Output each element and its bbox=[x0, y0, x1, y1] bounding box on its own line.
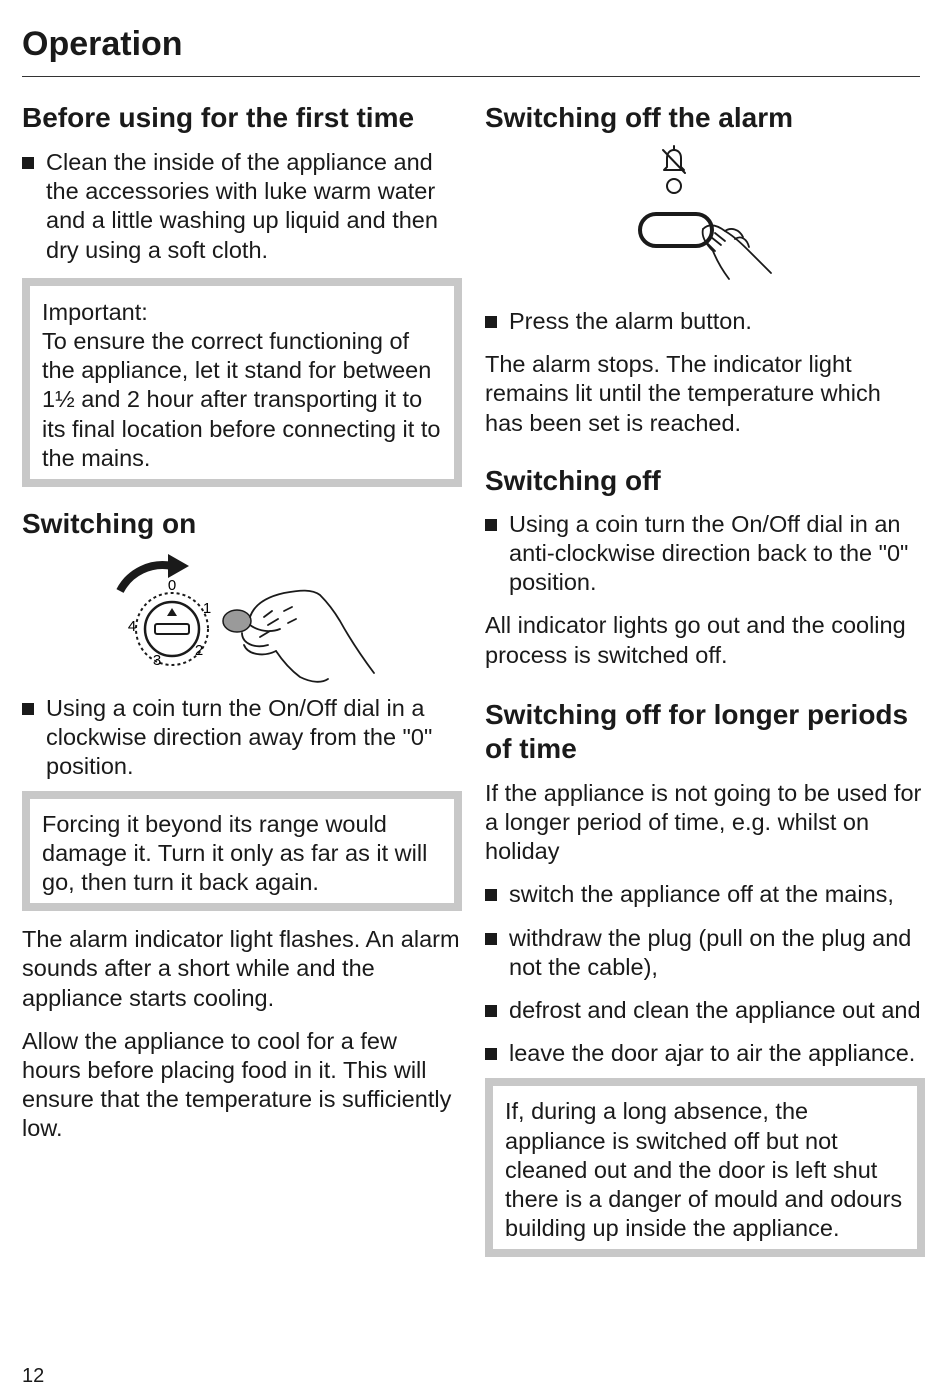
indicator-light-icon bbox=[667, 179, 681, 193]
cooling-paragraph: Allow the appliance to cool for a few hours before placing food in it. This will ensure that the temperature is sufficiently low. bbox=[22, 1027, 452, 1142]
dial-label-3: 3 bbox=[152, 652, 162, 670]
longer-intro-paragraph: If the appliance is not going to be used for a longer period of time, e.g. whilst on holiday bbox=[485, 779, 922, 865]
alarm-button-icon bbox=[640, 214, 712, 246]
dial-label-0: 0 bbox=[167, 577, 177, 595]
bullet-square-icon bbox=[22, 157, 34, 169]
section-heading-switching-off: Switching off bbox=[485, 464, 661, 496]
coin-icon bbox=[223, 610, 251, 632]
bullet-text: Press the alarm button. bbox=[509, 308, 752, 334]
hand-icon bbox=[242, 591, 374, 682]
mould-warning-text: If, during a long absence, the appliance is switched off but not cleaned out and the door is left shut there is a danger of mould and odours building up inside the appliance. bbox=[505, 1098, 903, 1242]
dial-label-4: 4 bbox=[127, 618, 137, 636]
bullet-square-icon bbox=[22, 703, 34, 715]
alarm-flash-paragraph: The alarm indicator light flashes. An alarm sounds after a short while and the appliance starts cooling. bbox=[22, 926, 460, 1011]
section-heading-first-time: Before using for the first time bbox=[22, 102, 415, 133]
page-title: Operation bbox=[22, 25, 183, 63]
header-divider bbox=[22, 76, 920, 77]
important-note-box bbox=[22, 278, 462, 487]
bullet-square-icon bbox=[485, 316, 497, 328]
bullet-item bbox=[485, 307, 925, 336]
section-heading-switching-on: Switching on bbox=[22, 508, 197, 540]
lights-out-paragraph: All indicator lights go out and the cooling process is switched off. bbox=[485, 612, 906, 668]
page-number: 12 bbox=[22, 1365, 45, 1387]
bullet-text: Using a coin turn the On/Off dial in a clockwise direction away from the "0" position. bbox=[46, 695, 433, 780]
bullet-text: defrost and clean the appliance out and bbox=[509, 997, 921, 1024]
bullet-square-icon bbox=[485, 519, 497, 531]
bullet-item bbox=[485, 996, 925, 1025]
warning-note-box bbox=[22, 791, 462, 912]
bullet-text: switch the appliance off at the mains, bbox=[509, 881, 894, 908]
bullet-square-icon bbox=[485, 933, 497, 945]
bullet-item bbox=[485, 880, 925, 909]
on-off-dial-icon bbox=[128, 577, 211, 669]
left-column bbox=[22, 101, 462, 1144]
dial-coin-hand-illustration bbox=[22, 551, 462, 691]
mould-warning-box bbox=[485, 1078, 925, 1257]
alarm-stops-paragraph: The alarm stops. The indicator light remains lit until the temperature which has been set is reached. bbox=[485, 351, 881, 436]
right-column bbox=[485, 101, 925, 1257]
dial-label-1: 1 bbox=[202, 600, 212, 618]
section-heading-longer-periods: Switching off for longer periods of time bbox=[485, 698, 909, 764]
bullet-text: Using a coin turn the On/Off dial in an anti-clockwise direction back to the "0" position. bbox=[509, 510, 909, 596]
clockwise-arrow-icon bbox=[120, 554, 189, 591]
bullet-item bbox=[22, 148, 462, 265]
section-heading-alarm: Switching off the alarm bbox=[485, 102, 794, 133]
bullet-square-icon bbox=[485, 889, 497, 901]
important-label: Important: bbox=[42, 298, 148, 325]
dial-label-2: 2 bbox=[194, 642, 204, 660]
bullet-text: leave the door ajar to air the appliance. bbox=[509, 1040, 916, 1067]
bullet-text: Clean the inside of the appliance and the accessories with luke warm water and a little washing up liquid and then dry using a soft cloth. bbox=[46, 149, 438, 263]
bullet-square-icon bbox=[485, 1005, 497, 1017]
bullet-item bbox=[485, 1039, 925, 1068]
bell-off-icon bbox=[663, 146, 685, 173]
bullet-item bbox=[22, 694, 462, 782]
bullet-item bbox=[485, 510, 925, 598]
warning-text: Forcing it beyond its range would damage it. Turn it only as far as it will go, then turn it back again. bbox=[42, 810, 428, 896]
important-text: To ensure the correct functioning of the appliance, let it stand for between 1½ and 2 hour after transporting it to its final location before connecting it to the mains. bbox=[42, 328, 441, 471]
alarm-button-illustration bbox=[485, 141, 925, 281]
bullet-text: withdraw the plug (pull on the plug and not the cable), bbox=[509, 924, 912, 980]
bullet-square-icon bbox=[485, 1048, 497, 1060]
bullet-item bbox=[485, 924, 925, 982]
